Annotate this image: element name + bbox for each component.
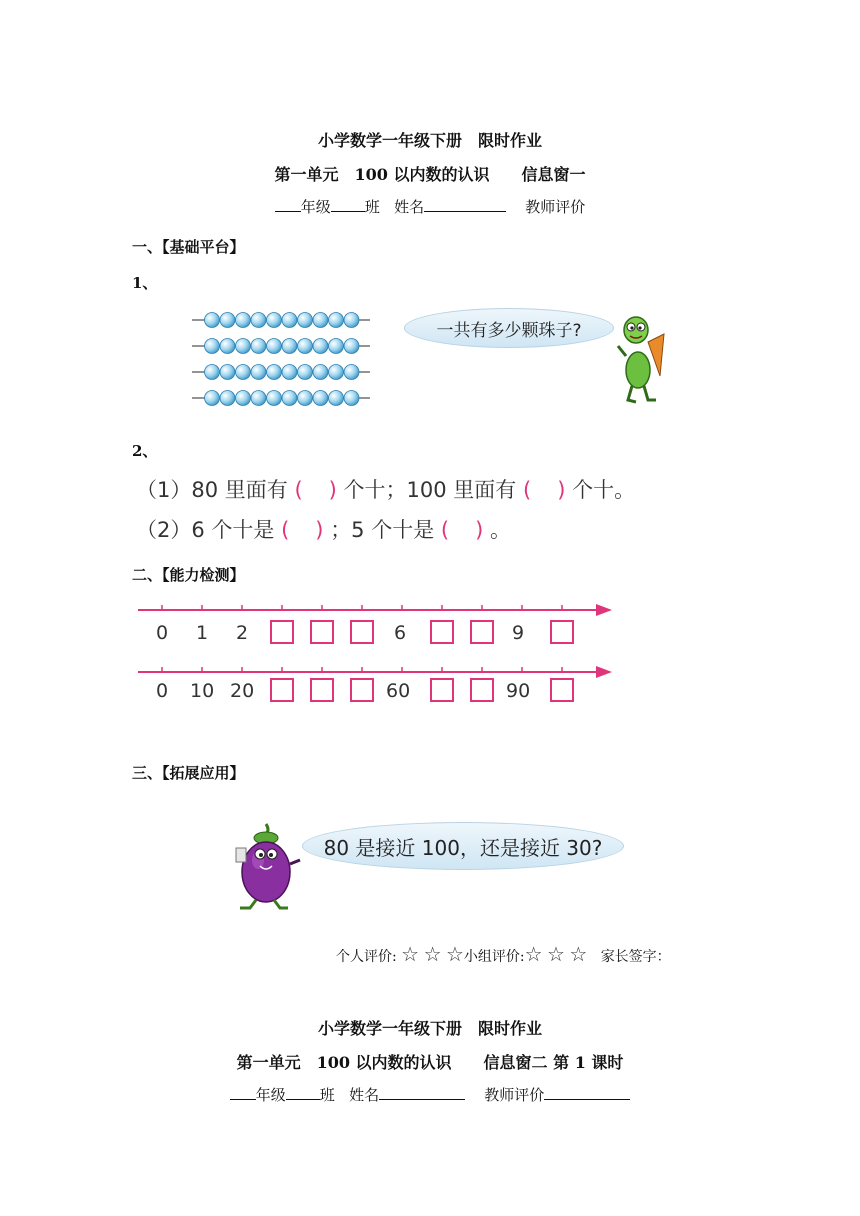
bead: [313, 339, 328, 354]
bead: [236, 391, 251, 406]
bead: [220, 339, 235, 354]
bead: [267, 339, 282, 354]
bead: [298, 339, 313, 354]
bead: [236, 365, 251, 380]
number-line-1-label-9: 9: [512, 622, 525, 644]
bead: [205, 365, 220, 380]
page-title-2: 小学数学一年级下册 限时作业: [317, 1019, 542, 1038]
green-cartoon-character-icon: [614, 312, 670, 406]
q2-blank4-open: (: [440, 518, 450, 542]
bead: [267, 313, 282, 328]
bead: [298, 365, 313, 380]
bead: [267, 365, 282, 380]
star-icon[interactable]: ☆: [401, 942, 420, 966]
star-icon[interactable]: ☆: [445, 942, 464, 966]
question-2-number: 2、: [132, 442, 158, 460]
bead: [313, 365, 328, 380]
answer-box[interactable]: [550, 620, 574, 644]
q2-line1-text-b: 个十；100 里面有: [343, 478, 517, 502]
number-line-1-label-1: 1: [196, 622, 209, 644]
bead: [329, 339, 344, 354]
bead: [344, 365, 359, 380]
number-line-1-label-2: 2: [236, 622, 249, 644]
teacher-eval-blank[interactable]: [544, 1085, 630, 1100]
name-label: 姓名: [394, 198, 425, 216]
question-1-speech-bubble: [404, 308, 614, 348]
question-3-speech-bubble: [302, 822, 624, 870]
answer-box[interactable]: [430, 678, 454, 702]
answer-box[interactable]: [270, 620, 294, 644]
unit-subtitle-2: 第一单元 100 以内数的认识 信息窗二 第 1 课时: [236, 1053, 624, 1072]
student-info-line-2: [0, 1084, 860, 1105]
number-line-1: [136, 600, 616, 650]
unit-subtitle: 第一单元 100 以内数的认识 信息窗一: [274, 165, 586, 184]
answer-box[interactable]: [430, 620, 454, 644]
bead: [313, 391, 328, 406]
bead: [313, 313, 328, 328]
teacher-eval-label: 教师评价: [484, 1086, 545, 1104]
page-title: 小学数学一年级下册 限时作业: [317, 131, 542, 150]
personal-eval-label: 个人评价:: [336, 949, 397, 965]
question-1-number: 1、: [132, 274, 158, 292]
bead: [251, 339, 266, 354]
bead: [267, 391, 282, 406]
q2-blank2-open: (: [523, 478, 532, 502]
q2-blank3-open: (: [281, 518, 290, 542]
bead: [251, 365, 266, 380]
bead: [282, 339, 297, 354]
bead: [205, 391, 220, 406]
parent-signature-label: 家长签字：: [600, 949, 671, 965]
q2-blank1-open: (: [294, 478, 303, 502]
bead: [282, 391, 297, 406]
name-label: 姓名: [349, 1086, 380, 1104]
number-line-2-label-90: 90: [506, 680, 531, 702]
section-ability-heading: 二、【能力检测】: [132, 566, 245, 584]
bead: [298, 313, 313, 328]
question-3-bubble-text: 80 是接近 100，还是接近 30?: [323, 835, 603, 860]
q2-line2-text-a: （2）6 个十是: [136, 518, 275, 542]
number-line-2-label-20: 20: [230, 680, 255, 702]
answer-box[interactable]: [350, 678, 374, 702]
answer-box[interactable]: [310, 678, 334, 702]
bead: [220, 391, 235, 406]
name-blank[interactable]: [379, 1085, 465, 1100]
bead: [236, 339, 251, 354]
q2-blank2-close: ): [557, 478, 566, 502]
bead: [344, 339, 359, 354]
number-line-2: [136, 662, 616, 712]
grade-blank[interactable]: [230, 1085, 256, 1100]
class-label: 班: [319, 1086, 335, 1104]
bead: [220, 365, 235, 380]
bead: [236, 313, 251, 328]
question-2-line-2: [136, 514, 511, 544]
question-2-line-1: [136, 474, 635, 504]
section-basic-heading: 一、【基础平台】: [132, 238, 245, 256]
answer-box[interactable]: [470, 678, 494, 702]
teacher-eval-label: 教师评价: [525, 198, 586, 216]
class-blank[interactable]: [286, 1085, 320, 1100]
bead: [298, 391, 313, 406]
q2-line2-text-c: 。: [490, 518, 512, 542]
class-label: 班: [364, 198, 380, 216]
grade-blank[interactable]: [275, 197, 301, 212]
bead: [251, 391, 266, 406]
number-line-2-axis: [136, 662, 616, 682]
student-info-line: [0, 196, 860, 217]
name-blank[interactable]: [424, 197, 506, 212]
question-1-bubble-text: 一共有多少颗珠子?: [436, 320, 582, 341]
bead: [205, 339, 220, 354]
answer-box[interactable]: [550, 678, 574, 702]
answer-box[interactable]: [350, 620, 374, 644]
bead: [282, 365, 297, 380]
bead: [344, 313, 359, 328]
bead: [329, 313, 344, 328]
q2-blank1-close: ): [328, 478, 337, 502]
q2-blank4-close: ): [475, 518, 484, 542]
answer-box[interactable]: [270, 678, 294, 702]
answer-box[interactable]: [470, 620, 494, 644]
star-icon[interactable]: ☆: [524, 942, 543, 966]
number-line-2-label-60: 60: [386, 680, 411, 702]
class-blank[interactable]: [331, 197, 365, 212]
grade-label: 年级: [300, 198, 331, 216]
bead: [344, 391, 359, 406]
bead: [205, 313, 220, 328]
number-line-2-label-0: 0: [156, 680, 169, 702]
q2-line1-text-a: （1）80 里面有: [136, 478, 288, 502]
eggplant-character-icon: [226, 820, 306, 912]
bead: [329, 391, 344, 406]
number-line-2-label-10: 10: [190, 680, 215, 702]
star-icon[interactable]: ☆: [423, 942, 442, 966]
q2-line1-text-c: 个十。: [572, 478, 636, 502]
bead: [329, 365, 344, 380]
number-line-1-axis: [136, 600, 616, 620]
section-extension-heading: 三、【拓展应用】: [132, 764, 245, 782]
evaluation-row: [336, 942, 671, 966]
star-icon[interactable]: ☆: [547, 942, 565, 966]
number-line-1-label-0: 0: [156, 622, 169, 644]
star-icon[interactable]: ☆: [569, 942, 588, 966]
grade-label: 年级: [255, 1086, 286, 1104]
number-line-1-label-6: 6: [394, 622, 407, 644]
q2-blank3-close: ): [315, 518, 324, 542]
group-eval-label: 小组评价:: [463, 949, 525, 965]
bead: [251, 313, 266, 328]
bead: [220, 313, 235, 328]
beads-figure: [190, 306, 380, 410]
q2-line2-text-b: ；5 个十是: [330, 518, 435, 542]
bead: [282, 313, 297, 328]
answer-box[interactable]: [310, 620, 334, 644]
